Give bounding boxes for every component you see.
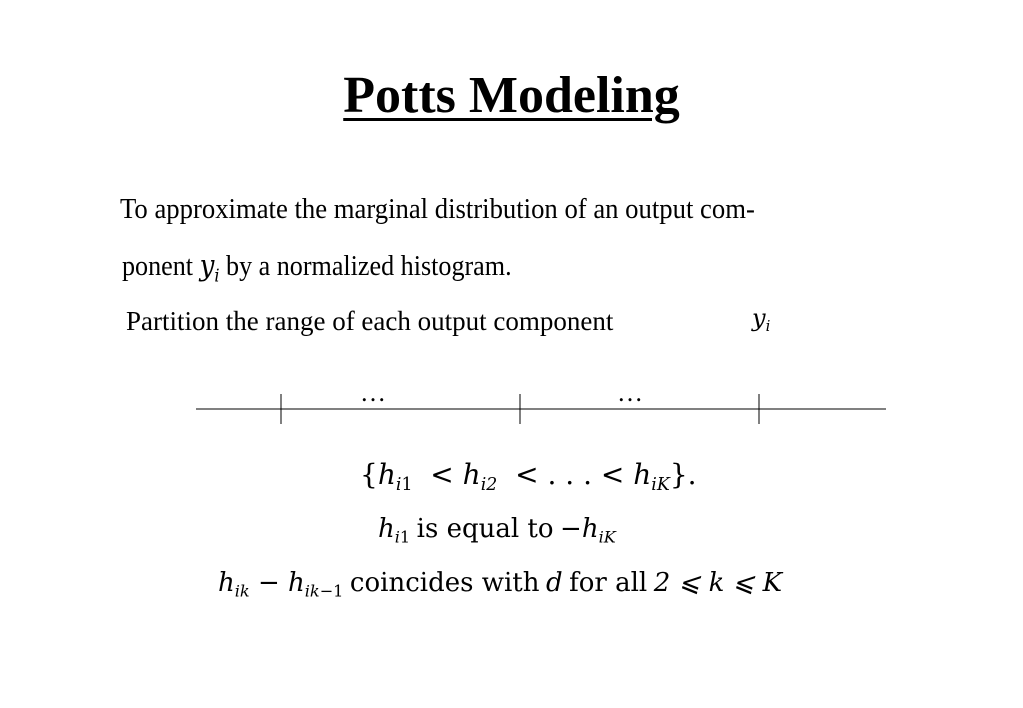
number-line-ellipsis-right: … xyxy=(617,378,643,407)
page-title: Potts Modeling xyxy=(343,67,680,124)
equation-symmetry: $h_{i1}$ is equal to $-h_{iK}$ xyxy=(378,514,616,547)
equation-spacing-text-2: for all xyxy=(569,568,648,598)
partition-var-y: $y_i$ xyxy=(752,304,771,336)
intro-line-2-pre: ponent xyxy=(122,250,194,282)
equation-spacing-range: 2 ⩽ k ⩽ K xyxy=(653,568,783,598)
intro-line-2-post: by a normalized histogram. xyxy=(226,250,512,282)
equation-spacing-text-1: coincides with xyxy=(349,568,540,598)
equation-spacing: $h_{ik} - h_{ik-1}$ coincides with d for all 2 ⩽ k ⩽ K xyxy=(218,568,783,601)
equation-symmetry-text: is equal to xyxy=(416,514,554,544)
partition-text: Partition the range of each output component xyxy=(126,306,614,336)
intro-line-1: To approximate the marginal distribution of an output com- xyxy=(120,193,755,225)
equation-spacing-var-d: d xyxy=(545,568,563,598)
equation-ordering: {$h_{i1} < h_{i2}$ < . . . < $h_{iK}$}. xyxy=(360,458,697,496)
intro-var-y: $y_i$ xyxy=(199,248,220,287)
number-line-ellipsis-left: … xyxy=(360,378,386,407)
